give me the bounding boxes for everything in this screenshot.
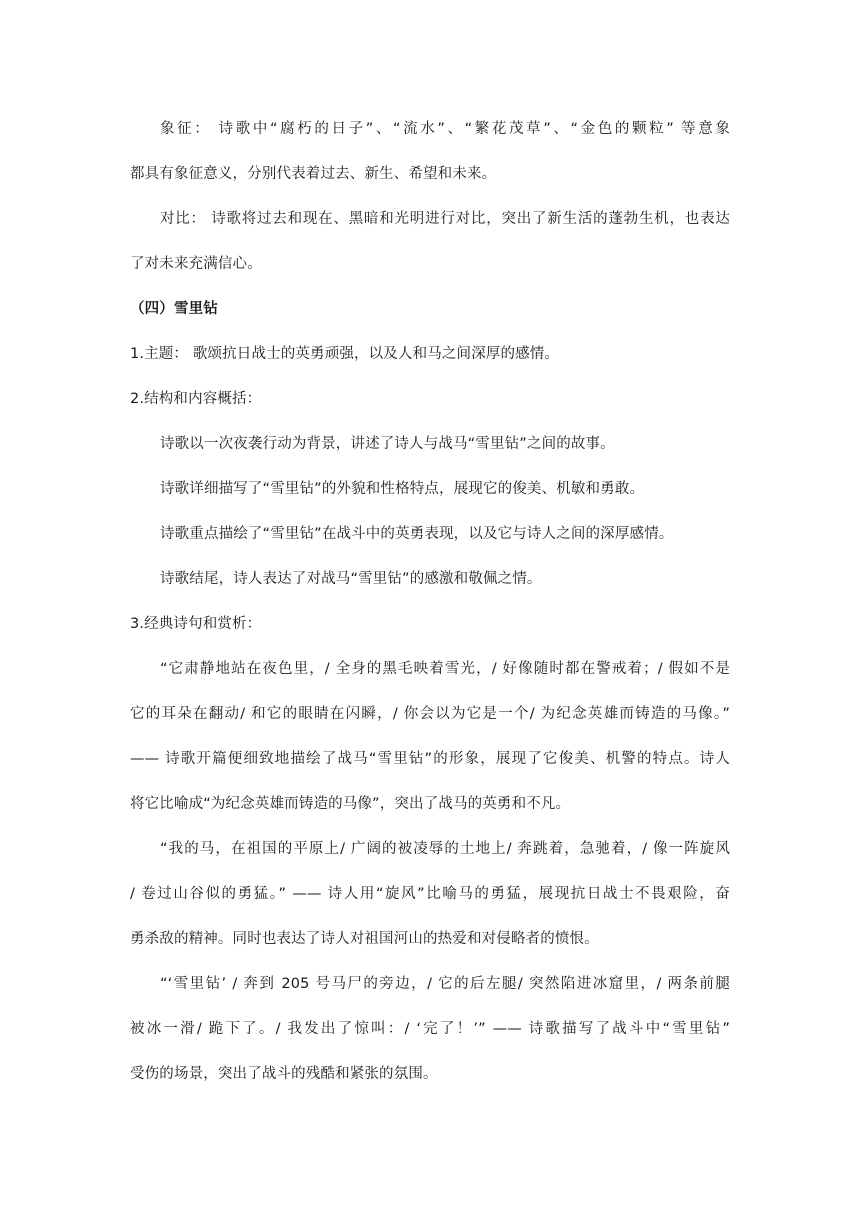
paragraph-line: “它肃静地站在夜色里，/ 全身的黑毛映着雪光，/ 好像随时都在警戒着；/ 假如不是	[160, 661, 730, 677]
paragraph-line: 被冰一滑/ 跪下了。/ 我发出了惊叫：/ ‘完了！’” —— 诗歌描写了战斗中“雪里钻”	[130, 1021, 730, 1037]
paragraph-line: / 卷过山谷似的勇猛。” —— 诗人用“旋风”比喻马的勇猛，展现抗日战士不畏艰险，奋	[130, 886, 730, 902]
paragraph-line: “我的马，在祖国的平原上/ 广阔的被凌辱的土地上/ 奔跳着，急驰着，/ 像一阵旋风	[160, 841, 730, 857]
paragraph-line: 将它比喻成“为纪念英雄而铸造的马像”，突出了战马的英勇和不凡。	[130, 796, 571, 812]
paragraph-line: 对比： 诗歌将过去和现在、黑暗和光明进行对比，突出了新生活的蓬勃生机，也表达	[160, 211, 730, 227]
paragraph-line: 诗歌详细描写了“雪里钻”的外貌和性格特点，展现它的俊美、机敏和勇敢。	[160, 481, 645, 497]
paragraph-line: 受伤的场景，突出了战斗的残酷和紧张的氛围。	[130, 1066, 438, 1082]
paragraph-line: 诗歌结尾，诗人表达了对战马“雪里钻”的感激和敬佩之情。	[160, 571, 542, 587]
paragraph-line: “‘雪里钻’ / 奔到 205 号马尸的旁边，/ 它的后左腿/ 突然陷进冰窟里，/ 两条前腿	[160, 976, 730, 992]
paragraph-line: 1.主题： 歌颂抗日战士的英勇顽强，以及人和马之间深厚的感情。	[130, 346, 560, 362]
section-heading: （四）雪里钻	[130, 301, 218, 317]
paragraph-line: 诗歌重点描绘了“雪里钻”在战斗中的英勇表现，以及它与诗人之间的深厚感情。	[160, 526, 674, 542]
paragraph-line: 它的耳朵在翻动/ 和它的眼睛在闪瞬，/ 你会以为它是一个/ 为纪念英雄而铸造的马像。”	[130, 706, 730, 722]
paragraph-line: 了对未来充满信心。	[130, 256, 262, 272]
paragraph-line: 象征： 诗歌中“腐朽的日子”、“流水”、“繁花茂草”、“金色的颗粒” 等意象	[160, 121, 730, 137]
paragraph-line: 勇杀敌的精神。同时也表达了诗人对祖国河山的热爱和对侵略者的愤恨。	[130, 931, 599, 947]
paragraph-line: 诗歌以一次夜袭行动为背景，讲述了诗人与战马“雪里钻”之间的故事。	[160, 436, 615, 452]
paragraph-line: 2.结构和内容概括：	[130, 391, 262, 407]
paragraph-line: —— 诗歌开篇便细致地描绘了战马“雪里钻”的形象，展现了它俊美、机警的特点。诗人	[130, 751, 730, 767]
paragraph-line: 都具有象征意义，分别代表着过去、新生、希望和未来。	[130, 166, 497, 182]
paragraph-line: 3.经典诗句和赏析：	[130, 616, 262, 632]
